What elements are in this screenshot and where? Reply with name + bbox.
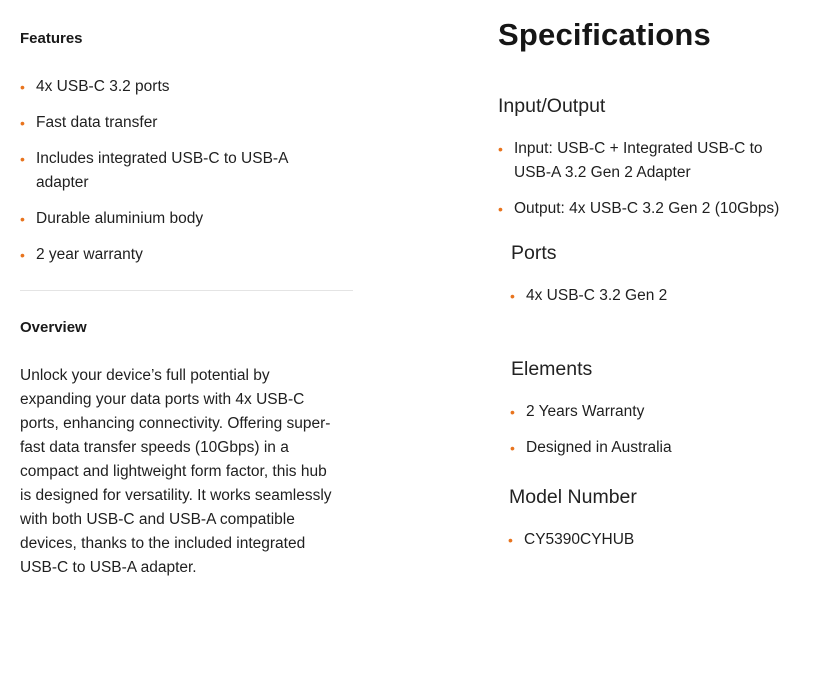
ports-heading: Ports	[511, 242, 557, 264]
list-item: • Designed in Australia	[510, 436, 672, 460]
overview-heading: Overview	[20, 319, 87, 336]
list-item: • Fast data transfer	[20, 111, 288, 135]
bullet-icon: •	[498, 141, 503, 157]
list-item: • CY5390CYHUB	[508, 528, 634, 552]
bullet-icon: •	[510, 404, 515, 420]
bullet-icon: •	[20, 115, 25, 131]
bullet-icon: •	[510, 440, 515, 456]
list-item: • 2 year warranty	[20, 243, 288, 267]
input-output-heading: Input/Output	[498, 95, 606, 117]
list-item: • 4x USB-C 3.2 ports	[20, 75, 288, 99]
specifications-title: Specifications	[498, 17, 711, 52]
overview-paragraph: Unlock your device’s full potential by expanding your data ports with 4x USB-C ports, enhancing connectivity. Offering super- fast data transfer speeds (10Gbps) in a compact and lightweight form factor, this hub is designed for versatility. It works seamlessly with both USB-C and USB-A compatible devices, thanks to the included integrated USB-C to USB-A adapter.	[20, 367, 332, 576]
list-item: • 4x USB-C 3.2 Gen 2	[510, 284, 667, 308]
list-item: • Input: USB-C + Integrated USB-C to USB-A 3.2 Gen 2 Adapter	[498, 137, 779, 185]
model-number-heading: Model Number	[509, 486, 637, 508]
section-divider	[20, 290, 353, 291]
bullet-icon: •	[510, 288, 515, 304]
bullet-icon: •	[20, 79, 25, 95]
bullet-icon: •	[20, 211, 25, 227]
ports-list	[510, 284, 667, 320]
list-item: • Output: 4x USB-C 3.2 Gen 2 (10Gbps)	[498, 197, 779, 221]
list-item: • Durable aluminium body	[20, 207, 288, 231]
model-number-list	[508, 528, 634, 564]
features-list	[20, 75, 288, 279]
bullet-icon: •	[20, 247, 25, 263]
bullet-icon: •	[508, 532, 513, 548]
list-item: • 2 Years Warranty	[510, 400, 672, 424]
list-item: • Includes integrated USB-C to USB-A adapter	[20, 147, 288, 195]
elements-list	[510, 400, 672, 472]
input-output-list	[498, 137, 779, 233]
bullet-icon: •	[20, 151, 25, 167]
features-heading: Features	[20, 30, 83, 47]
elements-heading: Elements	[511, 358, 593, 380]
bullet-icon: •	[498, 201, 503, 217]
